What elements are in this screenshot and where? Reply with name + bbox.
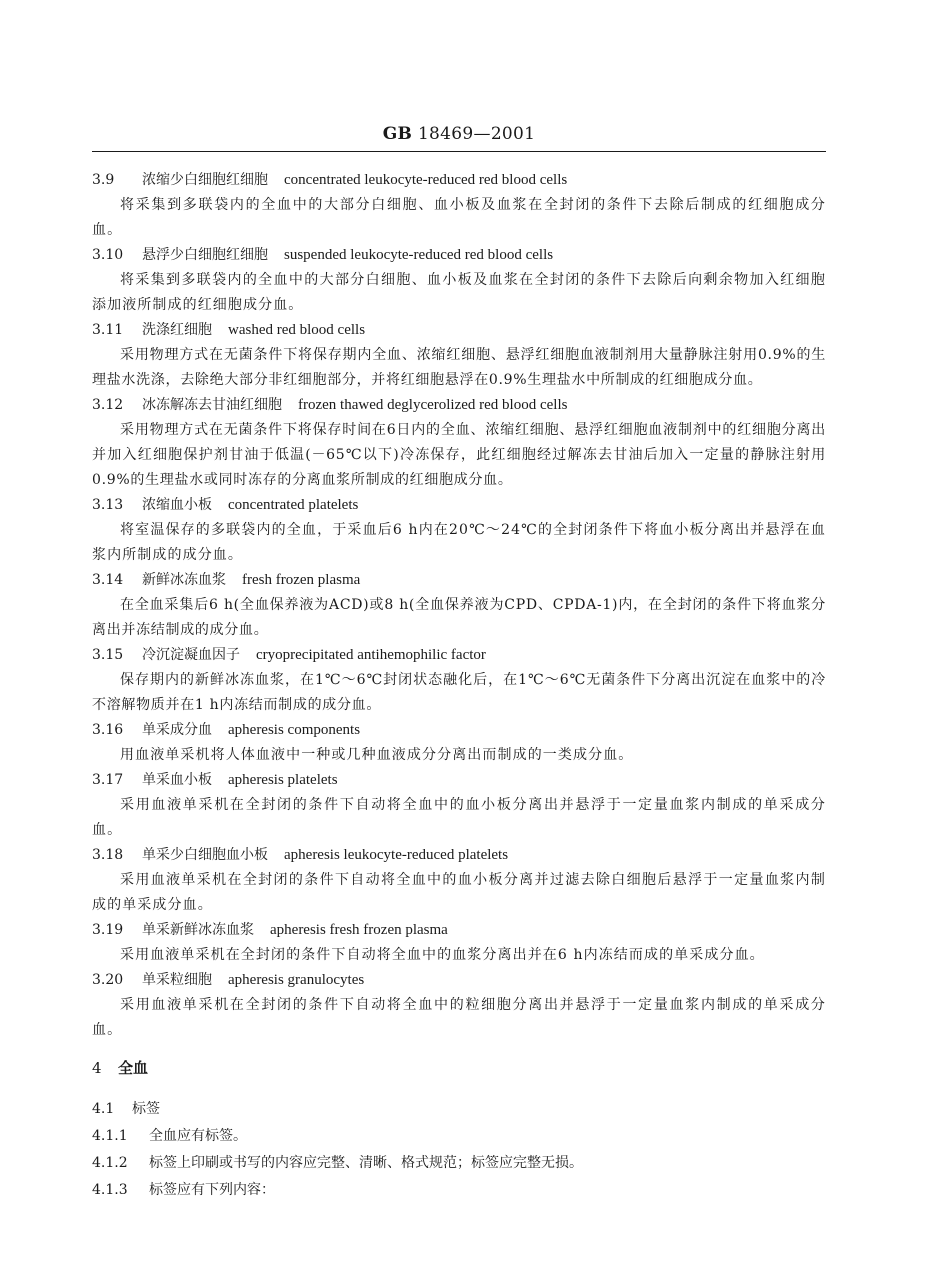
clause-4-1-2: [92, 1150, 826, 1177]
term-chinese: 悬浮少白细胞红细胞: [142, 247, 268, 263]
definition-3-18: [92, 843, 826, 918]
clause-number: 4.1.2: [92, 1155, 128, 1171]
clause-number: 4.1.1: [92, 1128, 128, 1144]
clause-text: 标签上印刷或书写的内容应完整、清晰、格式规范；标签应完整无损。: [149, 1155, 583, 1171]
document-body: [92, 168, 826, 1204]
term-english: apheresis fresh frozen plasma: [270, 922, 448, 938]
term-definition: 采用血液单采机在全封闭的条件下自动将全血中的粒细胞分离出并悬浮于一定量血浆内制成的单采成分血。: [92, 997, 826, 1038]
term-definition: 采用血液单采机在全封闭的条件下自动将全血中的血浆分离出并在6 h内冻结而成的单采成分血。: [120, 947, 765, 963]
definition-3-20: [92, 968, 826, 1043]
term-definition: 保存期内的新鲜冰冻血浆，在1℃～6℃封闭状态融化后，在1℃～6℃无菌条件下分离出沉淀在血浆中的冷不溶解物质并在1 h内冻结而制成的成分血。: [92, 672, 826, 713]
header-rule: [92, 151, 826, 152]
clause-number: 4.1: [92, 1101, 115, 1117]
term-english: washed red blood cells: [228, 322, 366, 338]
term-heading: [92, 493, 826, 518]
term-number: 3.13: [92, 497, 124, 513]
term-definition: 用血液单采机将人体血液中一种或几种血液成分分离出而制成的一类成分血。: [120, 747, 634, 763]
page-header: [92, 124, 826, 144]
term-chinese: 单采成分血: [142, 722, 212, 738]
term-number: 3.9: [92, 172, 115, 188]
term-number: 3.14: [92, 572, 124, 588]
term-number: 3.20: [92, 972, 124, 988]
definition-3-16: [92, 718, 826, 768]
term-definition: 将室温保存的多联袋内的全血，于采血后6 h内在20℃～24℃的全封闭条件下将血小板分离出并悬浮在血浆内所制成的成分血。: [92, 522, 826, 563]
definition-3-17: [92, 768, 826, 843]
term-english: fresh frozen plasma: [242, 572, 361, 588]
term-english: concentrated platelets: [228, 497, 359, 513]
standard-code-prefix: GB: [382, 124, 413, 144]
term-number: 3.11: [92, 322, 124, 338]
section-heading: [92, 1056, 826, 1081]
clause-text: 标签: [132, 1101, 160, 1117]
clause-4-1: [92, 1096, 826, 1123]
term-chinese: 冷沉淀凝血因子: [142, 647, 240, 663]
term-number: 3.10: [92, 247, 124, 263]
term-heading: [92, 843, 826, 868]
term-chinese: 单采血小板: [142, 772, 212, 788]
term-heading: [92, 968, 826, 993]
term-chinese: 单采少白细胞血小板: [142, 847, 268, 863]
term-definition: 采用血液单采机在全封闭的条件下自动将全血中的血小板分离并过滤去除白细胞后悬浮于一定量血浆内制成的单采成分血。: [92, 872, 826, 913]
term-english: apheresis components: [228, 722, 361, 738]
term-number: 3.17: [92, 772, 124, 788]
clause-number: 4.1.3: [92, 1182, 128, 1198]
term-heading: [92, 918, 826, 943]
term-english: cryoprecipitated antihemophilic factor: [256, 647, 486, 663]
term-chinese: 浓缩血小板: [142, 497, 212, 513]
definition-3-10: [92, 243, 826, 318]
definition-3-9: [92, 168, 826, 243]
term-heading: [92, 768, 826, 793]
term-chinese: 单采新鲜冰冻血浆: [142, 922, 254, 938]
term-heading: [92, 393, 826, 418]
term-english: apheresis platelets: [228, 772, 338, 788]
term-definition: 采用物理方式在无菌条件下将保存时间在6日内的全血、浓缩红细胞、悬浮红细胞血液制剂中的红细胞分离出并加入红细胞保护剂甘油于低温(－65℃以下)冷冻保存，此红细胞经过解冻去甘油后加入一定量的静脉注射用0.9%的生理盐水或同时冻存的分离血浆所制成的红细胞成分血。: [92, 422, 826, 488]
clause-4-1-3: [92, 1177, 826, 1204]
term-english: apheresis leukocyte-reduced platelets: [284, 847, 509, 863]
definition-3-14: [92, 568, 826, 643]
standard-code-number: 18469—2001: [417, 124, 536, 144]
definition-3-19: [92, 918, 826, 968]
term-chinese: 洗涤红细胞: [142, 322, 212, 338]
term-definition: 将采集到多联袋内的全血中的大部分白细胞、血小板及血浆在全封闭的条件下去除后向剩余物加入红细胞添加液所制成的红细胞成分血。: [92, 272, 826, 313]
term-heading: [92, 718, 826, 743]
term-chinese: 单采粒细胞: [142, 972, 212, 988]
term-heading: [92, 318, 826, 343]
definition-3-11: [92, 318, 826, 393]
clause-4-1-1: [92, 1123, 826, 1150]
term-chinese: 冰冻解冻去甘油红细胞: [142, 397, 282, 413]
term-english: apheresis granulocytes: [228, 972, 365, 988]
term-english: frozen thawed deglycerolized red blood cells: [298, 397, 568, 413]
section-number: 4: [92, 1059, 102, 1077]
term-number: 3.18: [92, 847, 124, 863]
term-chinese: 浓缩少白细胞红细胞: [142, 172, 268, 188]
clause-text: 全血应有标签。: [149, 1128, 247, 1144]
term-definition: 将采集到多联袋内的全血中的大部分白细胞、血小板及血浆在全封闭的条件下去除后制成的红细胞成分血。: [92, 197, 826, 238]
term-heading: [92, 568, 826, 593]
term-definition: 在全血采集后6 h(全血保养液为ACD)或8 h(全血保养液为CPD、CPDA-1)内，在全封闭的条件下将血浆分离出并冻结制成的成分血。: [92, 597, 826, 638]
definition-3-13: [92, 493, 826, 568]
definition-3-15: [92, 643, 826, 718]
term-heading: [92, 243, 826, 268]
term-number: 3.15: [92, 647, 124, 663]
section-title: 全血: [118, 1059, 149, 1077]
term-number: 3.16: [92, 722, 124, 738]
term-heading: [92, 643, 826, 668]
clause-text: 标签应有下列内容：: [149, 1182, 275, 1198]
term-definition: 采用物理方式在无菌条件下将保存期内全血、浓缩红细胞、悬浮红细胞血液制剂用大量静脉注射用0.9%的生理盐水洗涤，去除绝大部分非红细胞部分，并将红细胞悬浮在0.9%生理盐水中所制成的红细胞成分血。: [92, 347, 826, 388]
term-definition: 采用血液单采机在全封闭的条件下自动将全血中的血小板分离出并悬浮于一定量血浆内制成的单采成分血。: [92, 797, 826, 838]
term-heading: [92, 168, 826, 193]
term-number: 3.12: [92, 397, 124, 413]
term-english: suspended leukocyte-reduced red blood cells: [284, 247, 554, 263]
term-chinese: 新鲜冰冻血浆: [142, 572, 226, 588]
term-english: concentrated leukocyte-reduced red blood cells: [284, 172, 568, 188]
definition-3-12: [92, 393, 826, 493]
term-number: 3.19: [92, 922, 124, 938]
